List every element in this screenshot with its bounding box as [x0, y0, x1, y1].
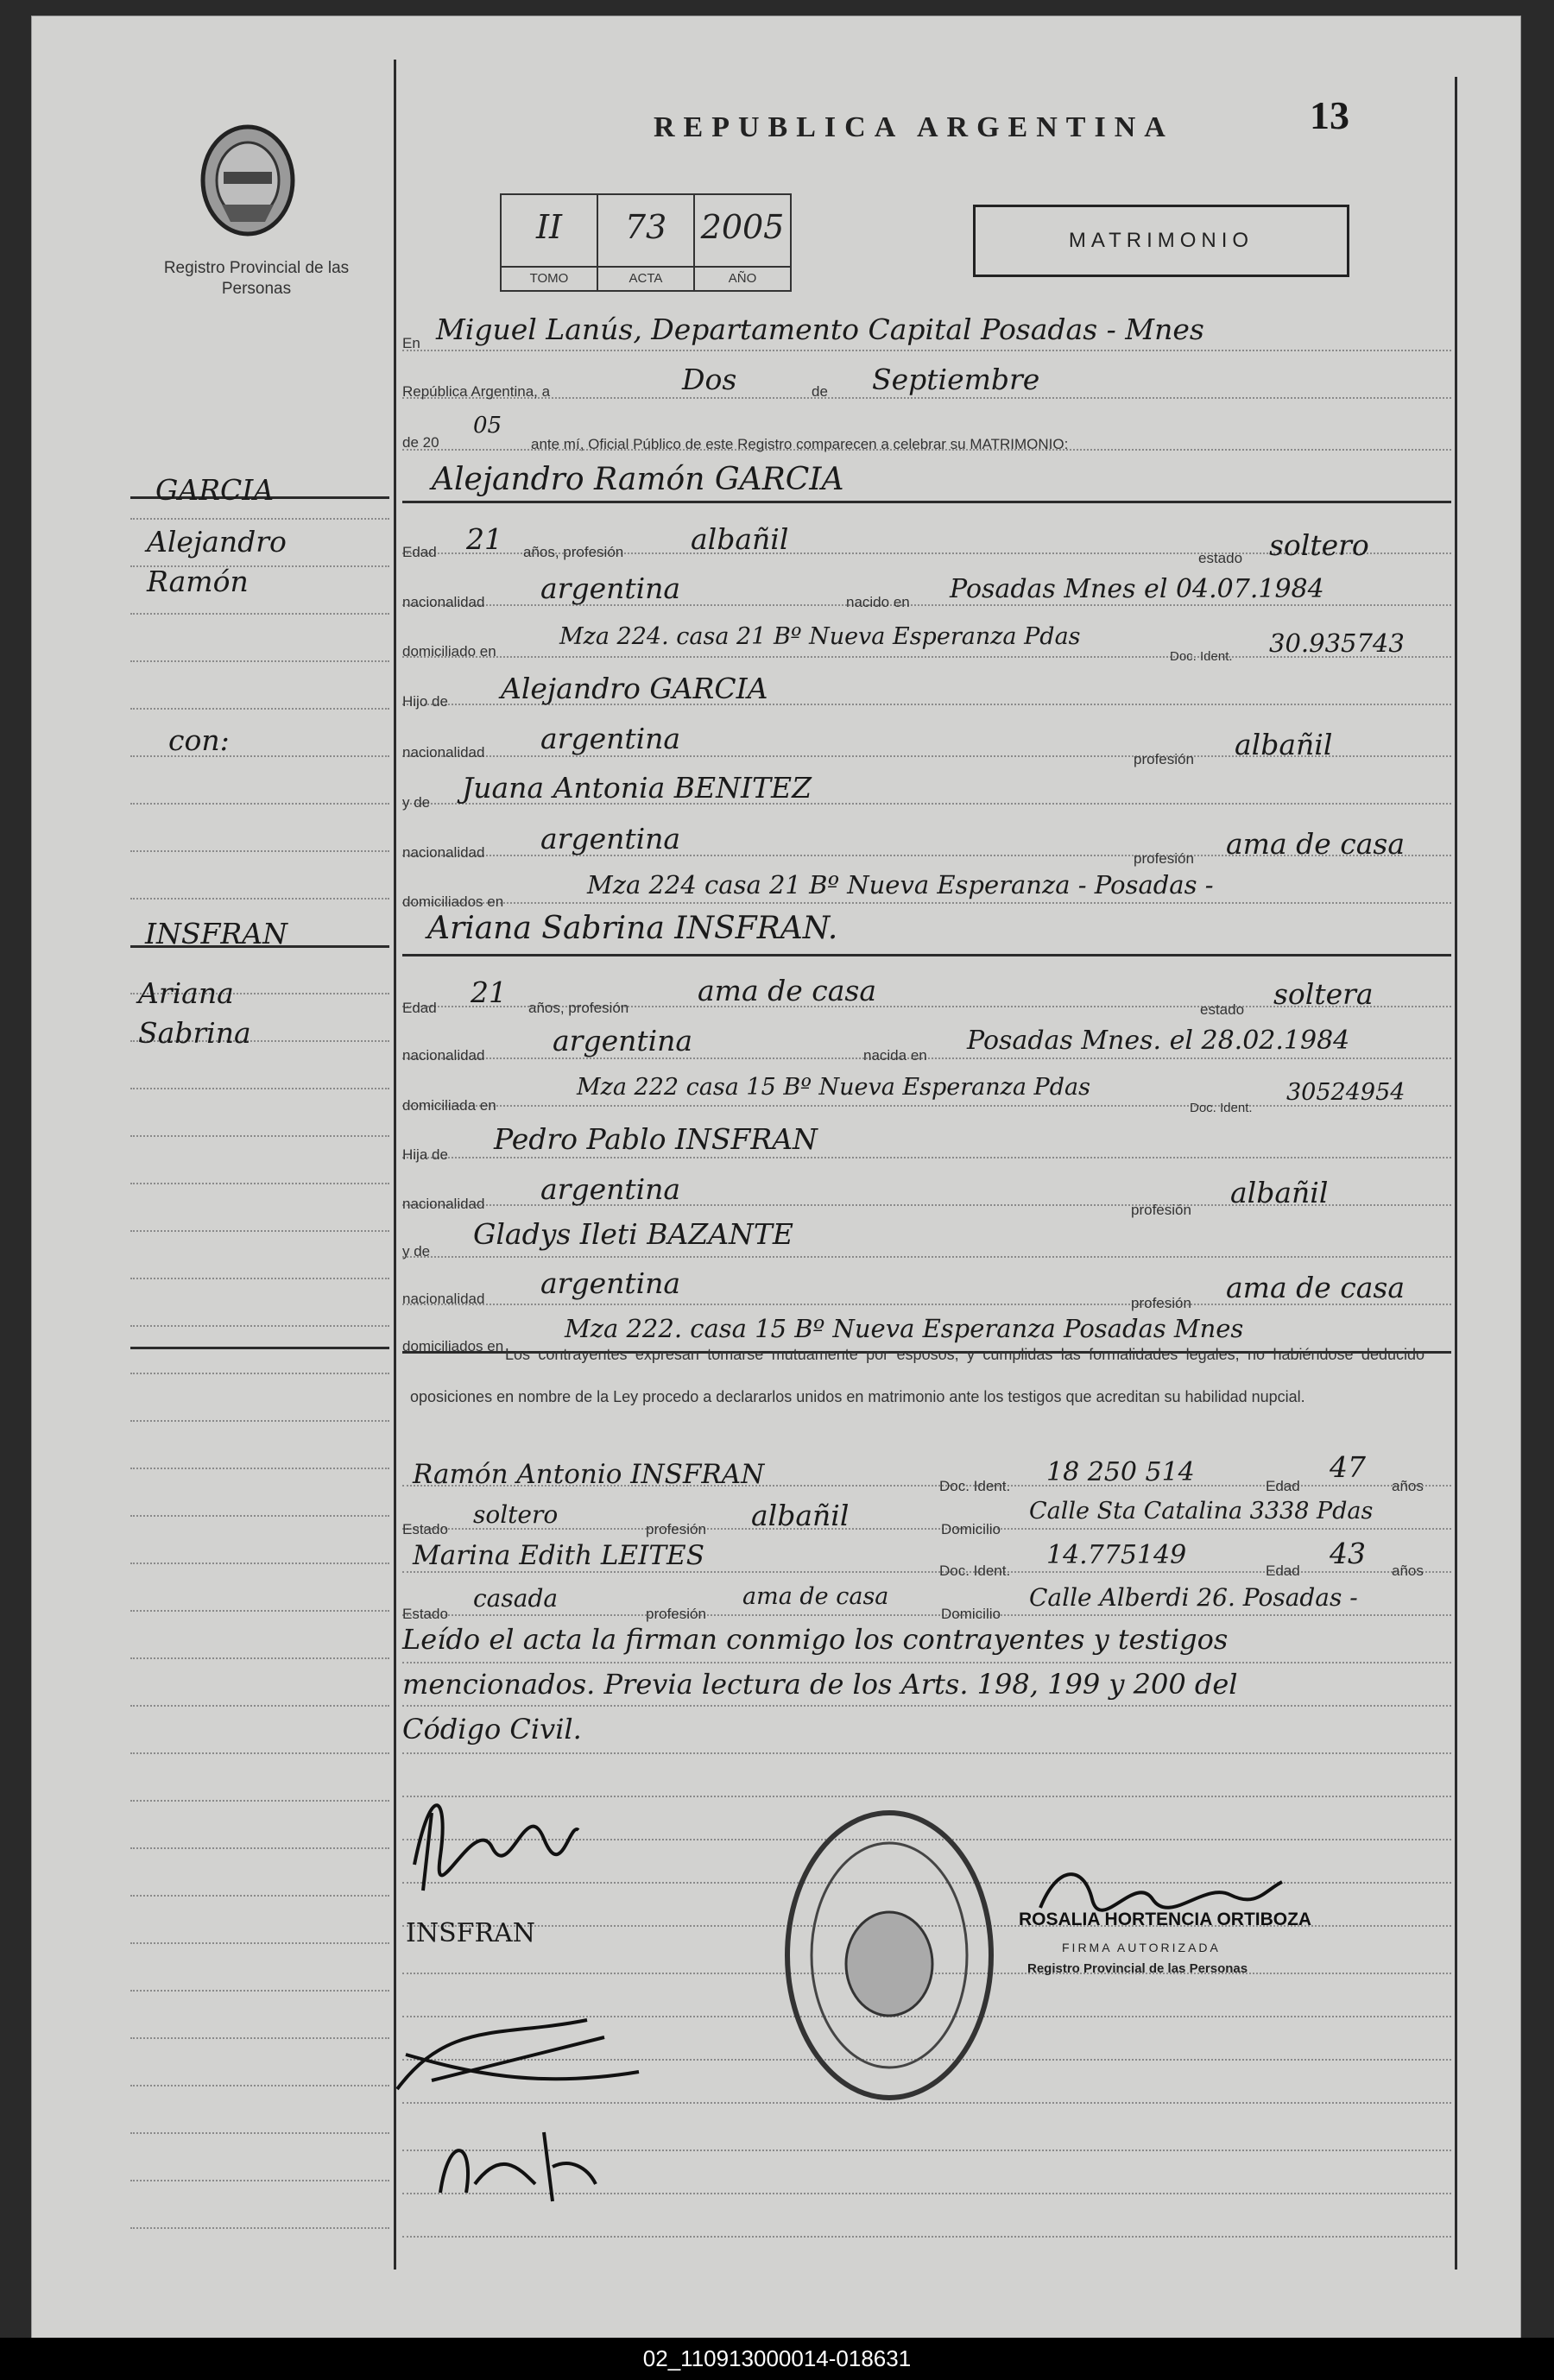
signature-groom-icon	[397, 1761, 587, 1908]
witness1-domicilio: Calle Sta Catalina 3338 Pdas	[1029, 1498, 1374, 1525]
bride-yde-label: y de	[402, 1243, 431, 1259]
tomo-value: II	[535, 208, 563, 246]
ruled-line	[402, 1157, 1451, 1158]
groom-nac-label: nacionalidad	[402, 594, 485, 610]
ruled-line	[130, 1705, 389, 1707]
witness2-estado-label: Estado	[402, 1606, 448, 1622]
witness2-estado: casada	[473, 1584, 559, 1613]
ruled-line	[402, 1752, 1451, 1754]
ante-text: ante mí, Oficial Público de este Registro comparecen a celebrar su MATRIMONIO:	[531, 436, 1069, 452]
ruled-line	[130, 2227, 389, 2229]
anio-value: 2005	[700, 208, 785, 246]
declaration-text: Los contrayentes expresan tomarse mutuamente por esposos, y cumplidas las formalidades legales, no habiéndose deducido oposiciones en nombre de la Ley procedo a declararlos unidos en matrimonio ante los testigos que acreditan su habilidad nupcial.	[410, 1346, 1424, 1405]
folio-number: 13	[1310, 93, 1349, 137]
ruled-line	[130, 1278, 389, 1279]
ruled-line	[130, 1657, 389, 1659]
groom-nacido: Posadas Mnes el 04.07.1984	[950, 574, 1324, 604]
bride-nacida: Posadas Mnes. el 28.02.1984	[967, 1026, 1350, 1056]
ruled-lines	[31, 0, 1519, 2322]
groom-doc-label: Doc. Ident.	[1170, 649, 1233, 664]
bride-doms-label: domiciliados en	[402, 1338, 504, 1354]
ruled-line	[130, 803, 389, 805]
ruled-line	[130, 898, 389, 900]
witness2-profesion: ama de casa	[742, 1583, 889, 1610]
witness2-dom-label: Domicilio	[941, 1606, 1001, 1622]
bride-padre-prof: albañil	[1230, 1176, 1329, 1209]
ruled-line	[130, 2085, 389, 2086]
witness2-domicilio: Calle Alberdi 26. Posadas -	[1029, 1583, 1358, 1612]
ruled-line	[130, 708, 389, 710]
ruled-line	[130, 1990, 389, 1992]
ruled-line	[130, 2132, 389, 2134]
groom-anios-label: años, profesión	[523, 544, 624, 560]
bride-nac-label: nacionalidad	[402, 1047, 485, 1064]
signature-witness1-icon	[380, 2003, 656, 2106]
bride-edad: 21	[471, 975, 507, 1009]
ruled-line	[402, 1528, 1451, 1530]
groom-madre-nac-label: nacionalidad	[402, 844, 485, 861]
ruled-line	[130, 1562, 389, 1564]
bride-estado-label: estado	[1200, 1001, 1245, 1018]
margin-groom-names: Alejandro Ramón	[147, 525, 287, 598]
groom-domicilio: Mza 224. casa 21 Bº Nueva Esperanza Pdas	[559, 623, 1081, 650]
official-role: FIRMA AUTORIZADA	[1062, 1941, 1221, 1954]
groom-padre-nac-label: nacionalidad	[402, 744, 485, 761]
ruled-line	[402, 1662, 1451, 1663]
witness1-edad: 47	[1330, 1450, 1366, 1484]
bride-madre-nac: argentina	[540, 1266, 681, 1300]
groom-padre: Alejandro GARCIA	[501, 672, 768, 705]
bride-padre-prof-label: profesión	[1131, 1202, 1191, 1218]
groom-madre: Juana Antonia BENITEZ	[462, 771, 812, 805]
section-rule	[402, 501, 1451, 503]
anio-label: AÑO	[695, 266, 790, 290]
witness2-doc: 14.775149	[1046, 1540, 1187, 1570]
witness2-anios: años	[1392, 1562, 1424, 1579]
bride-padre-nac: argentina	[540, 1172, 681, 1206]
groom-name: Alejandro Ramón GARCIA	[432, 462, 844, 497]
margin-groom-surname: GARCIA	[155, 473, 275, 507]
groom-hijo-label: Hijo de	[402, 693, 448, 710]
witness1-name: Ramón Antonio INSFRAN	[413, 1459, 765, 1490]
place: Miguel Lanús, Departamento Capital Posadas - Mnes	[436, 312, 1204, 346]
ruled-line	[402, 397, 1451, 399]
groom-nacido-label: nacido en	[846, 594, 910, 610]
witness2-name: Marina Edith LEITES	[413, 1540, 704, 1571]
ruled-line	[402, 1614, 1451, 1616]
ruled-line	[130, 518, 389, 520]
page-title: REPUBLICA ARGENTINA	[654, 111, 1174, 143]
signature-insfran: INSFRAN	[406, 1918, 535, 1948]
bride-anios-label: años, profesión	[528, 1000, 629, 1016]
groom-estado: soltero	[1269, 528, 1369, 562]
ruled-line	[130, 1183, 389, 1184]
witness1-doc-label: Doc. Ident.	[939, 1478, 1011, 1494]
groom-profesion: albañil	[691, 522, 789, 556]
ruled-line	[402, 1705, 1451, 1707]
bride-profesion: ama de casa	[698, 974, 877, 1007]
groom-estado-label: estado	[1198, 550, 1243, 566]
bride-doc-label: Doc. Ident.	[1190, 1101, 1253, 1115]
witness1-edad-label: Edad	[1266, 1478, 1300, 1494]
ruled-line	[130, 1420, 389, 1422]
closing-line3: Código Civil.	[402, 1713, 582, 1746]
bride-edad-label: Edad	[402, 1000, 437, 1016]
groom-edad-label: Edad	[402, 544, 437, 560]
witness1-estado: soltero	[473, 1500, 559, 1529]
ruled-line	[402, 1256, 1451, 1258]
bride-madre: Gladys Ileti BAZANTE	[473, 1217, 794, 1251]
groom-madre-nac: argentina	[540, 822, 681, 855]
witness1-estado-label: Estado	[402, 1521, 448, 1537]
image-id-footer: 02_110913000014-018631	[0, 2338, 1554, 2380]
groom-doms-label: domiciliados en	[402, 893, 504, 910]
ruled-line	[130, 1373, 389, 1374]
margin-con: con:	[168, 723, 230, 757]
ruled-line	[130, 1800, 389, 1802]
ruled-line	[402, 350, 1451, 351]
month: Septiembre	[872, 363, 1040, 396]
ruled-line	[130, 613, 389, 615]
closing-line1: Leído el acta la firman conmigo los contrayentes y testigos	[402, 1623, 1229, 1656]
margin-bride-surname: INSFRAN	[145, 917, 287, 950]
witness1-prof-label: profesión	[646, 1521, 706, 1537]
groom-padres-dom: Mza 224 casa 21 Bº Nueva Esperanza - Posadas -	[587, 870, 1214, 900]
year-label: de 20	[402, 434, 439, 451]
ruled-line	[130, 1610, 389, 1612]
witness2-prof-label: profesión	[646, 1606, 706, 1622]
bride-domicilio: Mza 222 casa 15 Bº Nueva Esperanza Pdas	[577, 1074, 1090, 1101]
witness2-edad: 43	[1330, 1537, 1366, 1570]
bride-madre-nac-label: nacionalidad	[402, 1291, 485, 1307]
witness2-edad-label: Edad	[1266, 1562, 1300, 1579]
ruled-line	[130, 2180, 389, 2181]
bride-padres-dom: Mza 222. casa 15 Bº Nueva Esperanza Posadas Mnes	[565, 1314, 1244, 1343]
ruled-line	[130, 1230, 389, 1232]
ruled-line	[130, 1847, 389, 1849]
acta-value: 73	[624, 208, 667, 246]
closing-line2: mencionados. Previa lectura de los Arts. 198, 199 y 200 del	[402, 1668, 1238, 1701]
bride-name: Ariana Sabrina INSFRAN.	[427, 911, 838, 946]
ruled-line	[130, 1752, 389, 1754]
groom-doc: 30.935743	[1269, 628, 1405, 658]
republica-label: República Argentina, a	[402, 383, 551, 400]
en-label: En	[402, 335, 420, 351]
acta-label: ACTA	[598, 266, 693, 290]
de-label: de	[812, 383, 828, 400]
official-name: ROSALIA HORTENCIA ORTIBOZA	[1019, 1910, 1312, 1929]
bride-dom-label: domiciliada en	[402, 1097, 496, 1114]
tomo-label: TOMO	[502, 266, 597, 290]
section-rule	[402, 954, 1451, 956]
witness2-doc-label: Doc. Ident.	[939, 1562, 1011, 1579]
ruled-line	[130, 1942, 389, 1944]
groom-edad: 21	[466, 522, 502, 556]
ruled-line	[402, 902, 1451, 904]
bride-madre-prof-label: profesión	[1131, 1295, 1191, 1311]
groom-dom-label: domiciliado en	[402, 643, 496, 660]
year: 05	[473, 413, 502, 439]
registry-name: Registro Provincial de las Personas	[163, 259, 350, 298]
bride-nacionalidad: argentina	[553, 1024, 693, 1057]
groom-nacionalidad: argentina	[540, 571, 681, 605]
ruled-line	[130, 1325, 389, 1327]
groom-padre-prof: albañil	[1235, 728, 1333, 761]
bride-doc: 30524954	[1286, 1079, 1406, 1106]
ruled-line	[130, 660, 389, 662]
groom-madre-prof-label: profesión	[1134, 850, 1194, 867]
ruled-line	[130, 2037, 389, 2039]
bride-padre: Pedro Pablo INSFRAN	[494, 1122, 818, 1156]
witness1-dom-label: Domicilio	[941, 1521, 1001, 1537]
ruled-line	[130, 1088, 389, 1089]
ruled-line	[130, 1468, 389, 1469]
bride-hija-label: Hija de	[402, 1146, 448, 1163]
witness1-doc: 18 250 514	[1046, 1457, 1195, 1487]
official-org: Registro Provincial de las Personas	[1027, 1961, 1248, 1976]
margin-bride-names: Ariana Sabrina	[138, 976, 251, 1050]
groom-padre-nac: argentina	[540, 722, 681, 755]
groom-padre-prof-label: profesión	[1134, 751, 1194, 767]
witness1-anios: años	[1392, 1478, 1424, 1494]
official-seal-icon	[777, 1800, 1001, 2111]
ruled-line	[402, 2236, 1451, 2238]
bride-padre-nac-label: nacionalidad	[402, 1196, 485, 1212]
ruled-line	[130, 1515, 389, 1517]
ruled-line	[130, 1135, 389, 1137]
section-rule	[130, 1347, 389, 1349]
record-type-box: MATRIMONIO	[973, 205, 1349, 277]
ruled-line	[130, 850, 389, 852]
groom-yde-label: y de	[402, 794, 431, 811]
bride-madre-prof: ama de casa	[1226, 1271, 1406, 1304]
signature-witness2-icon	[423, 2115, 613, 2219]
ruled-line	[130, 1895, 389, 1897]
day: Dos	[682, 363, 737, 396]
groom-madre-prof: ama de casa	[1226, 827, 1406, 861]
bride-nacida-label: nacida en	[863, 1047, 927, 1064]
bride-estado: soltera	[1273, 977, 1374, 1011]
witness1-profesion: albañil	[751, 1499, 850, 1532]
